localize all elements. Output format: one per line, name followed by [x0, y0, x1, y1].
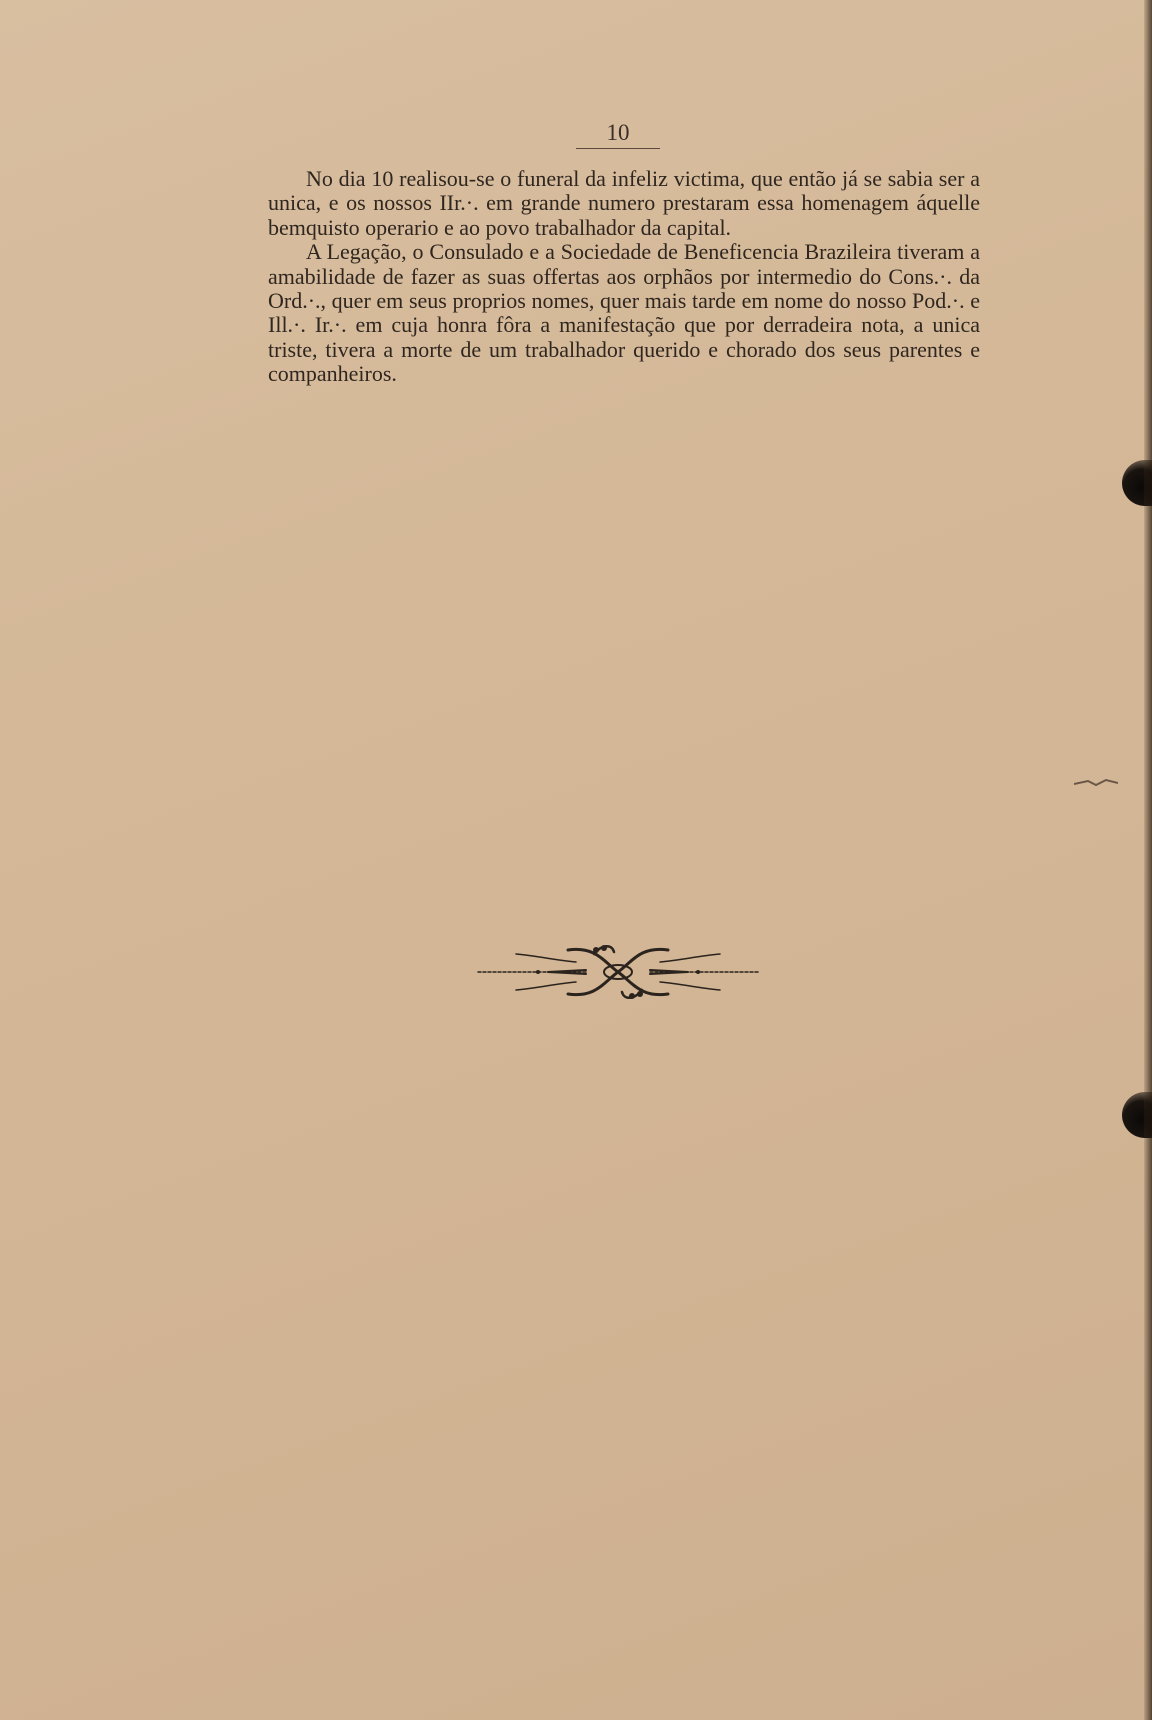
- page-number: 10: [576, 120, 660, 149]
- paper-tear-mark: [1074, 778, 1118, 790]
- paragraph-1: No dia 10 realisou-se o funeral da infeliz victima, que então já se sabia ser a unica, e os nossos IIr.·. em grande numero prestaram essa homenagem áquelle bemquisto operario e ao povo trabalhador da capital.: [268, 166, 980, 240]
- body-text: [268, 167, 980, 387]
- ornament-divider: [476, 940, 760, 1004]
- paragraph-2: A Legação, o Consulado e a Sociedade de Beneficencia Brazileira tiveram a amabilidade de fazer as suas offertas aos orphãos por intermedio do Cons.·. da Ord.·., quer em seus proprios nomes, quer mais tarde em nome do nosso Pod.·. e Ill.·. Ir.·. em cuja honra fôra a manifestação que por derradeira nota, a unica triste, tivera a morte de um trabalhador querido e chorado dos seus parentes e companheiros.: [268, 239, 980, 387]
- page-edge-shadow: [1144, 0, 1152, 1720]
